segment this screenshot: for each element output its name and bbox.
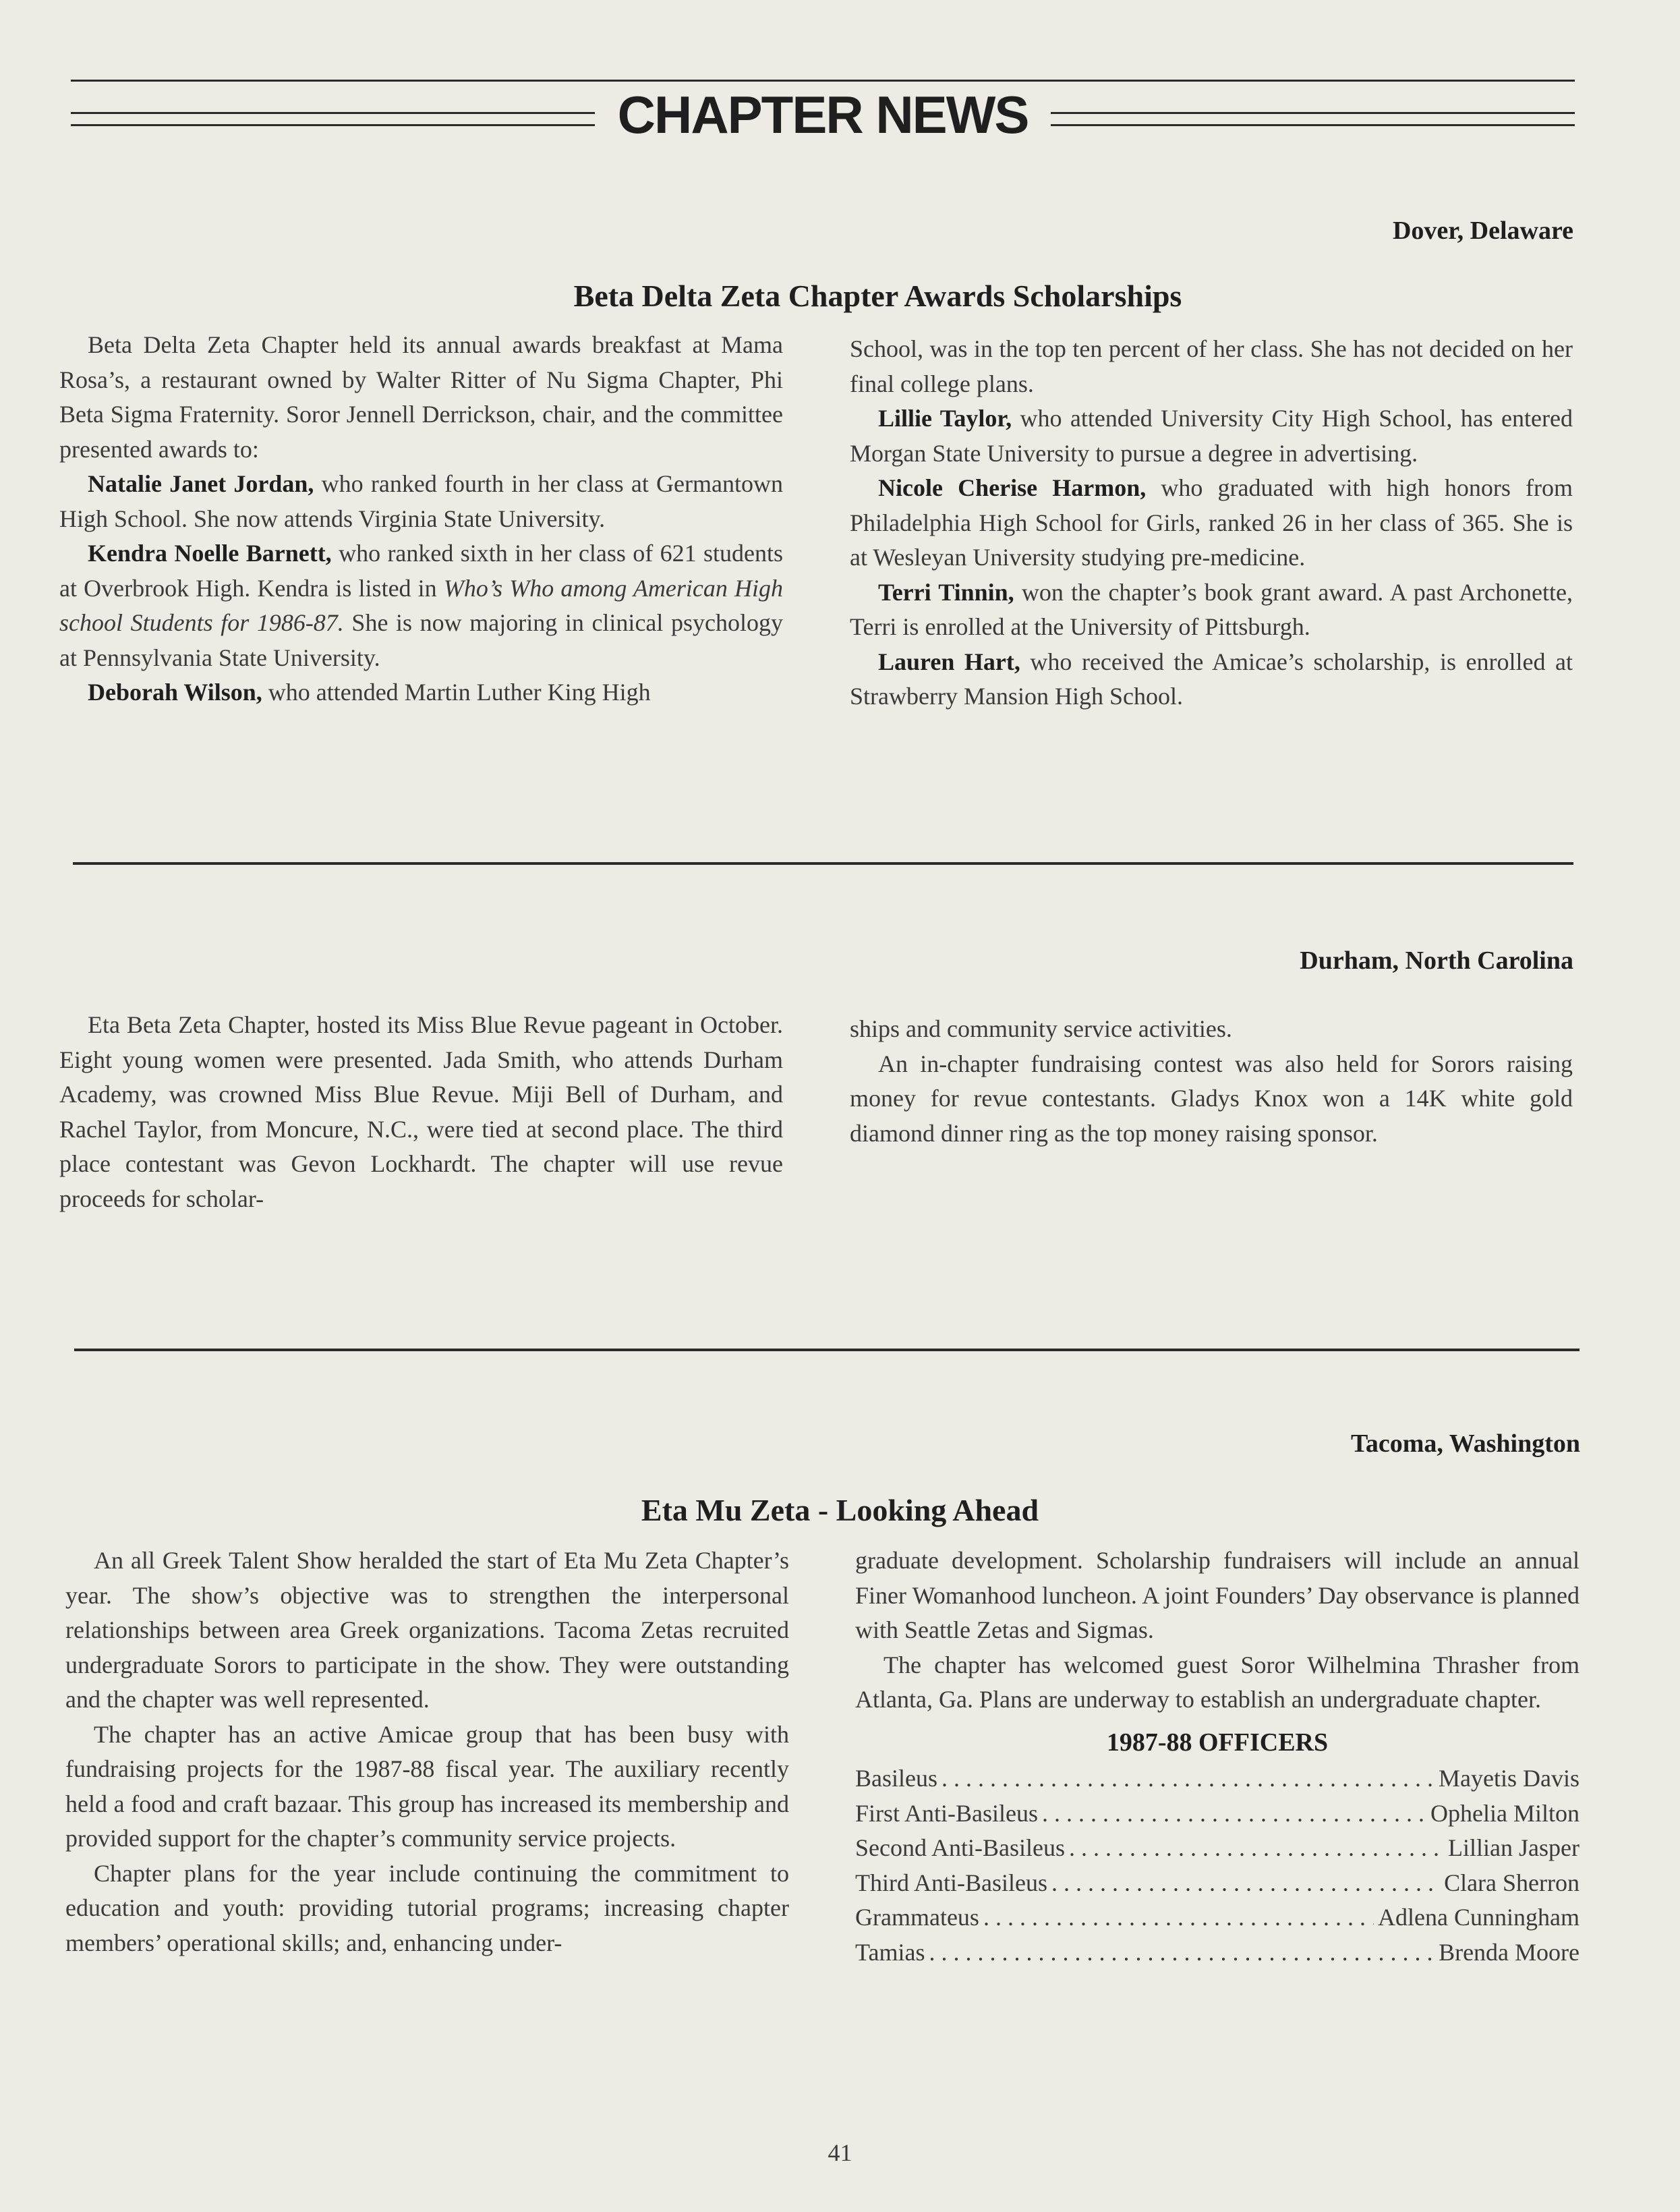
awardee-name: Lauren Hart, bbox=[878, 648, 1020, 675]
leader-dots bbox=[1051, 1866, 1440, 1901]
officer-title: First Anti-Basileus bbox=[855, 1799, 1039, 1827]
article-column-right bbox=[850, 332, 1573, 714]
paragraph: Chapter plans for the year include continuing the commitment to education and youth: providing tutorial programs; increasing chapter members’ operational skills; and, enhancing under- bbox=[65, 1859, 789, 1956]
officer-row bbox=[855, 1900, 1580, 1935]
officer-row bbox=[855, 1831, 1580, 1866]
leader-dots bbox=[942, 1761, 1435, 1796]
paragraph: Eta Beta Zeta Chapter, hosted its Miss Blue Revue pageant in October. Eight young women were presented. Jada Smith, who attends Durham Academy, was crowned Miss Blue Revue. Miji Bell of Durham, and Rachel Taylor, from Moncure, N.C., were tied at second place. The third place contestant was Gevon Lockhardt. The chapter will use revue proceeds for scholar- bbox=[59, 1011, 783, 1212]
article-column-right bbox=[850, 1012, 1573, 1151]
article-column-left bbox=[59, 1008, 783, 1216]
officer-name: Ophelia Milton bbox=[1430, 1799, 1580, 1827]
article-location: Dover, Delaware bbox=[1392, 217, 1573, 245]
paragraph: graduate development. Scholarship fundraisers will include an annual Finer Womanhood luncheon. A joint Founders’ Day observance is planned with Seattle Zetas and Sigmas. bbox=[855, 1547, 1580, 1643]
paragraph: Nicole Cherise Harmon, who graduated with high honors from Philadelphia High School for Girls, ranked 26 in her class of 365. She is at Wesleyan University studying pre-medicine. bbox=[850, 474, 1573, 571]
publication-title: Who’s Who among American High school Students for 1986-87. bbox=[59, 574, 784, 636]
officer-title: Tamias bbox=[855, 1938, 925, 1966]
leader-dots bbox=[1069, 1831, 1444, 1866]
masthead bbox=[71, 80, 1575, 144]
paragraph: Lillie Taylor, who attended University City High School, has entered Morgan State University to pursue a degree in advertising. bbox=[850, 405, 1573, 467]
section-divider bbox=[73, 862, 1573, 865]
section-divider bbox=[74, 1349, 1580, 1351]
article-location: Tacoma, Washington bbox=[1351, 1429, 1580, 1458]
page-number: 41 bbox=[828, 2139, 852, 2166]
officer-name: Clara Sherron bbox=[1444, 1869, 1580, 1896]
awardee-name: Natalie Janet Jordan, bbox=[88, 470, 314, 497]
officer-name: Adlena Cunningham bbox=[1378, 1904, 1580, 1931]
paragraph: School, was in the top ten percent of her class. She has not decided on her final college plans. bbox=[850, 335, 1573, 397]
awardee-name: Nicole Cherise Harmon, bbox=[878, 474, 1147, 501]
paragraph: ships and community service activities. bbox=[850, 1015, 1232, 1042]
article-column-left bbox=[65, 1543, 789, 1960]
officers-list bbox=[855, 1761, 1580, 1970]
article-headline: Eta Mu Zeta - Looking Ahead bbox=[641, 1493, 1039, 1527]
officer-row bbox=[855, 1761, 1580, 1796]
article-headline: Beta Delta Zeta Chapter Awards Scholarships bbox=[573, 279, 1182, 313]
officer-name: Brenda Moore bbox=[1439, 1938, 1580, 1966]
officer-name: Mayetis Davis bbox=[1439, 1765, 1580, 1792]
masthead-left-rules bbox=[71, 101, 595, 128]
paragraph: Lauren Hart, who received the Amicae’s scholarship, is enrolled at Strawberry Mansion High School. bbox=[850, 648, 1573, 710]
paragraph: Kendra Noelle Barnett, who ranked sixth in her class of 621 students at Overbrook High. Kendra is listed in Who’s Who among American High school Students for 1986-87. She is now majoring in clinical psychology at Pennsylvania State University. bbox=[59, 540, 784, 671]
officer-name: Lillian Jasper bbox=[1448, 1834, 1580, 1861]
officers-heading: 1987-88 OFFICERS bbox=[1106, 1728, 1329, 1757]
awardee-name: Lillie Taylor, bbox=[878, 405, 1012, 432]
paragraph: An in-chapter fundraising contest was also held for Sorors raising money for revue contestants. Gladys Knox won a 14K white gold diamond dinner ring as the top money raising sponsor. bbox=[850, 1050, 1573, 1147]
paragraph: Beta Delta Zeta Chapter held its annual awards breakfast at Mama Rosa’s, a restaurant owned by Walter Ritter of Nu Sigma Chapter, Phi Beta Sigma Fraternity. Soror Jennell Derrickson, chair, and the committee presented awards to: bbox=[59, 331, 783, 463]
officer-title: Third Anti-Basileus bbox=[855, 1869, 1047, 1896]
officer-title: Basileus bbox=[855, 1765, 937, 1792]
article-location: Durham, North Carolina bbox=[1300, 946, 1573, 975]
article-column-right bbox=[855, 1543, 1580, 1970]
paragraph: The chapter has welcomed guest Soror Wilhelmina Thrasher from Atlanta, Ga. Plans are underway to establish an undergraduate chapter. bbox=[855, 1651, 1580, 1713]
awardee-name: Terri Tinnin, bbox=[878, 578, 1014, 606]
awardee-name: Deborah Wilson, bbox=[88, 679, 262, 706]
leader-dots bbox=[983, 1900, 1374, 1935]
officer-title: Second Anti-Basileus bbox=[855, 1834, 1065, 1861]
leader-dots bbox=[1042, 1796, 1426, 1832]
article-column-left bbox=[59, 328, 783, 710]
officer-row bbox=[855, 1796, 1580, 1832]
paragraph: An all Greek Talent Show heralded the start of Eta Mu Zeta Chapter’s year. The show’s objective was to strengthen the interpersonal relationships between area Greek organizations. Tacoma Zetas recruited undergraduate Sorors to participate in the show. They were outstanding and the chapter was well represented. bbox=[65, 1547, 789, 1713]
leader-dots bbox=[929, 1935, 1435, 1970]
paragraph: The chapter has an active Amicae group that has been busy with fundraising projects for the 1987-88 fiscal year. The auxiliary recently held a food and craft bazaar. This group has increased its membership and provided support for the chapter’s community service projects. bbox=[65, 1720, 789, 1852]
paragraph: Natalie Janet Jordan, who ranked fourth in her class at Germantown High School. She now attends Virginia State University. bbox=[59, 470, 784, 532]
page-title: CHAPTER NEWS bbox=[617, 85, 1029, 144]
paragraph: Deborah Wilson, who attended Martin Luther King High bbox=[88, 679, 651, 706]
awardee-name: Kendra Noelle Barnett, bbox=[88, 540, 332, 567]
masthead-top-rule bbox=[71, 80, 1575, 82]
masthead-right-rules bbox=[1051, 101, 1575, 128]
officer-row bbox=[855, 1866, 1580, 1901]
officer-row bbox=[855, 1935, 1580, 1970]
officer-title: Grammateus bbox=[855, 1904, 979, 1931]
paragraph: Terri Tinnin, won the chapter’s book grant award. A past Archonette, Terri is enrolled at the University of Pittsburgh. bbox=[850, 578, 1573, 640]
